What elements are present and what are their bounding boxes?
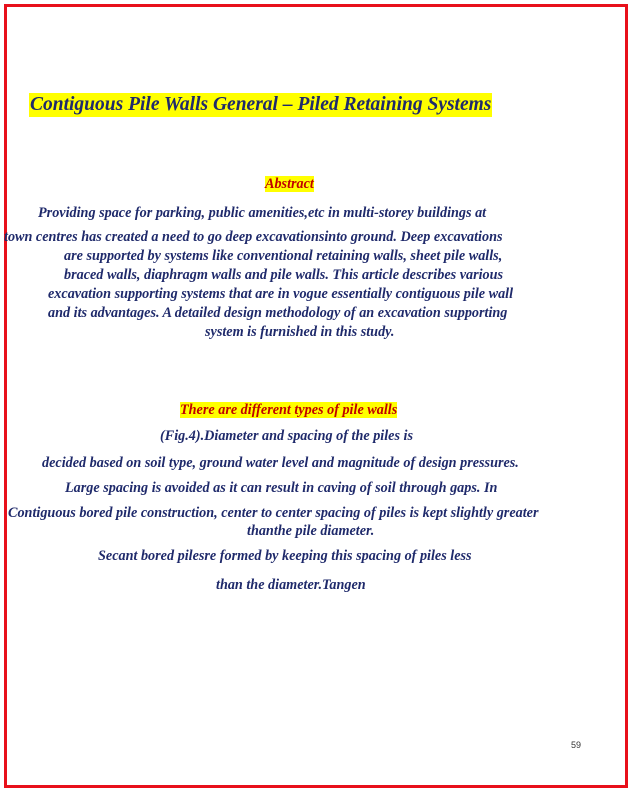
body-line-7: than the diameter.Tangen — [216, 577, 366, 593]
body-line-4: Contiguous bored pile construction, center to center spacing of piles is kept slightly greater — [8, 505, 539, 521]
body-line-6: Secant bored pilesre formed by keeping this spacing of piles less — [98, 548, 472, 564]
body-line-5: thanthe pile diameter. — [247, 523, 375, 539]
section-heading: There are different types of pile walls — [180, 402, 398, 418]
abstract-line-3: are supported by systems like conventional retaining walls, sheet pile walls, — [64, 248, 503, 264]
abstract-heading: Abstract — [265, 176, 314, 192]
page-title: Contiguous Pile Walls General – Piled Retaining Systems — [30, 94, 492, 115]
abstract-line-5: excavation supporting systems that are in vogue essentially contiguous pile wall — [48, 286, 514, 302]
abstract-line-4: braced walls, diaphragm walls and pile walls. This article describes various — [64, 267, 504, 283]
body-line-3: Large spacing is avoided as it can result in caving of soil through gaps. In — [65, 480, 498, 496]
body-line-1: (Fig.4).Diameter and spacing of the piles is — [160, 428, 414, 444]
abstract-line-2: town centres has created a need to go deep excavationsinto ground. Deep excavations — [4, 229, 503, 245]
page-border — [4, 4, 628, 788]
body-line-2: decided based on soil type, ground water level and magnitude of design pressures. — [42, 455, 519, 471]
abstract-line-1: Providing space for parking, public amenities,etc in multi-storey buildings at — [38, 205, 487, 221]
page-number: 59 — [571, 740, 582, 750]
abstract-line-6: and its advantages. A detailed design methodology of an excavation supporting — [48, 305, 508, 321]
abstract-line-7: system is furnished in this study. — [205, 324, 395, 340]
